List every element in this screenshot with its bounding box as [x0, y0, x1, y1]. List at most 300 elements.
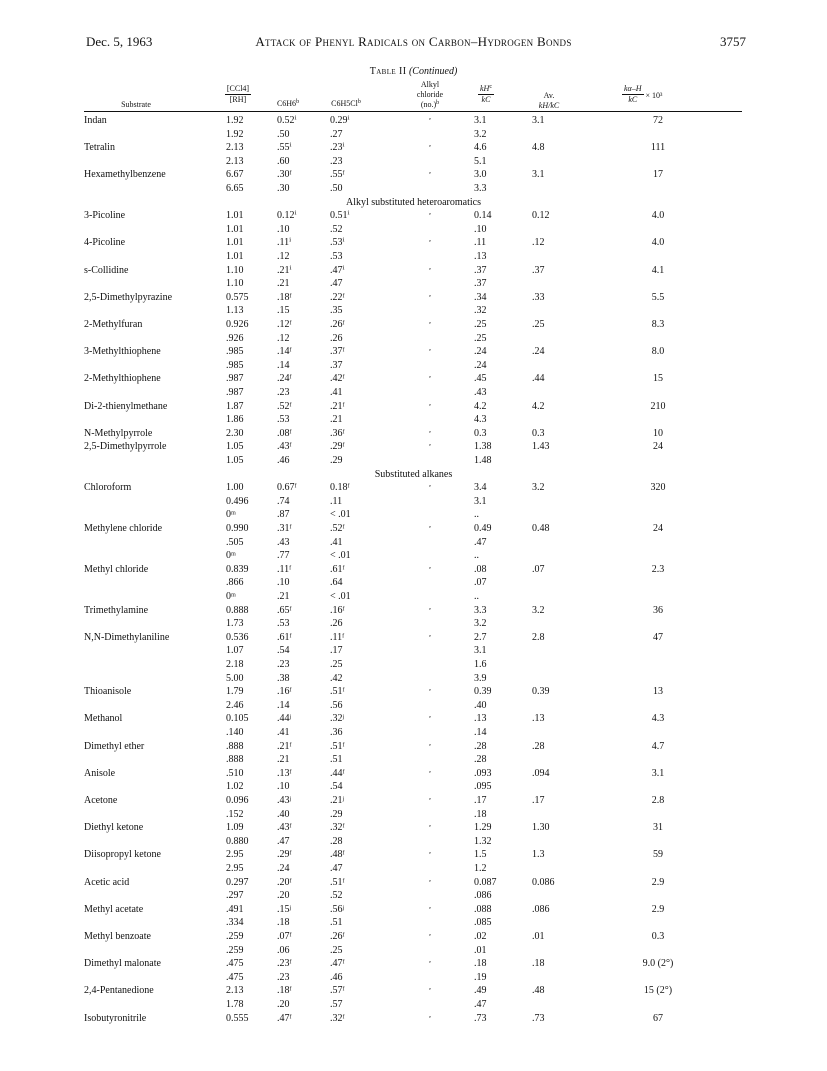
k-alpha-h-value: 5.5 [651, 291, 665, 303]
table-row [0, 536, 827, 549]
kh-kc-value: .086 [474, 890, 492, 902]
kh-kc-value: 3.3 [474, 183, 487, 194]
kh-kc-value: 4.3 [474, 414, 487, 426]
c6h5cl-value: .16ᶠ [330, 604, 345, 616]
c6h5cl-value: .54 [330, 781, 343, 793]
k-alpha-h-value: 3.1 [651, 767, 665, 779]
ratio-ccl4-rh: 0.105 [226, 713, 249, 725]
c6h5cl-value: .41 [330, 536, 343, 548]
alkyl-chloride-value: ᵉ [429, 116, 431, 124]
table-row [0, 128, 827, 141]
alkyl-chloride-value: ᵉ [429, 959, 431, 968]
k-alpha-h-value: 2.9 [651, 876, 665, 888]
kh-kc-value: .28 [474, 754, 487, 766]
table-row [0, 685, 827, 698]
kh-kc-value: .14 [474, 727, 487, 738]
c6h5cl-value: < .01 [330, 591, 351, 602]
c6h6-value: .87 [277, 509, 290, 521]
table-row [0, 604, 827, 617]
c6h6-value: .30ᶠ [277, 169, 292, 181]
ratio-ccl4-rh: 1.73 [226, 618, 244, 630]
c6h5cl-value: .47ᶠ [330, 958, 345, 970]
c6h5cl-value: .46 [330, 971, 343, 983]
c6h5cl-value: .29ᶠ [330, 441, 345, 453]
c6h6-value: .18ᶠ [277, 291, 292, 303]
table-row [0, 114, 827, 127]
c6h6-value: .43 [277, 536, 290, 548]
k-alpha-h-value: 2.8 [651, 795, 665, 806]
kh-kc-value: 1.38 [474, 441, 492, 453]
alkyl-chloride-value: ᵉ [429, 687, 431, 696]
kh-kc-value: .32 [474, 305, 487, 317]
table-row [0, 971, 827, 984]
ratio-ccl4-rh: 0.888 [226, 604, 249, 616]
kh-kc-value: .25 [474, 332, 487, 344]
col-substrate-header: Substrate [121, 100, 151, 109]
c6h5cl-value: .53ⁱ [330, 237, 345, 249]
c6h5cl-value: .64 [330, 577, 343, 589]
c6h6-value: .44ʲ [277, 713, 292, 725]
kh-kc-value: .13 [474, 251, 487, 262]
table-row [0, 209, 827, 222]
c6h5cl-value: .23 [330, 155, 343, 167]
c6h6-value: .47 [277, 835, 290, 847]
table-row [0, 658, 827, 671]
ratio-ccl4-rh: 2.95 [226, 863, 244, 874]
table-row [0, 576, 827, 589]
table-row [0, 454, 827, 467]
alkyl-chloride-value: ᵉ [429, 320, 431, 328]
c6h6-value: .23 [277, 387, 290, 398]
col-average-header [524, 91, 574, 111]
c6h6-value: .43ᶠ [277, 822, 292, 834]
substrate-name: Dimethyl ether [84, 740, 145, 752]
c6h5cl-value: .22ᶠ [330, 291, 345, 303]
table-row [0, 386, 827, 399]
col-ratio-numerator: [CCl4] [226, 84, 250, 93]
kh-kc-value: 3.1 [474, 645, 487, 657]
k-alpha-h-value: 36 [653, 604, 663, 616]
average-value: .48 [532, 985, 545, 997]
c6h5cl-value: .35 [330, 305, 343, 317]
substrate-name: Indan [84, 115, 107, 126]
c6h6-value: .20ᶠ [277, 876, 292, 888]
col-kh-numerator: $kH^c$ [480, 84, 492, 93]
ratio-ccl4-rh: 0.926 [226, 319, 249, 330]
c6h5cl-value: .53 [330, 251, 343, 262]
alkyl-chloride-value: ᵉ [429, 428, 431, 437]
average-value: .44 [532, 373, 545, 385]
header-rule [84, 111, 742, 112]
table-row [0, 141, 827, 154]
c6h5cl-value: .52 [330, 890, 343, 902]
c6h5cl-value: .55ᶠ [330, 169, 345, 181]
kh-kc-value: 4.6 [474, 142, 487, 154]
substrate-name: Methanol [84, 713, 123, 725]
c6h6-value: .54 [277, 645, 290, 657]
c6h6-value: .21ᶠ [277, 740, 292, 752]
c6h6-value: .10 [277, 577, 290, 589]
ratio-ccl4-rh: 0.839 [226, 563, 249, 575]
k-alpha-h-value: 9.0 (2°) [642, 958, 674, 970]
kh-kc-value: .73 [474, 1012, 487, 1024]
ratio-ccl4-rh: 2.30 [226, 427, 244, 439]
col-kh-denominator: kC [481, 95, 491, 104]
k-alpha-h-value: 59 [653, 849, 663, 861]
k-alpha-h-value: 24 [653, 441, 663, 453]
kh-kc-value: 1.5 [474, 849, 487, 861]
kh-kc-value: .18 [474, 958, 487, 970]
col-c6h5cl-header [322, 99, 370, 109]
table-row [0, 767, 827, 780]
k-alpha-h-value: 2.9 [651, 903, 665, 915]
kh-kc-value: .45 [474, 373, 487, 385]
kh-kc-value: .25 [474, 319, 487, 330]
c6h6-value: .21 [277, 278, 290, 290]
c6h5cl-value: .37ᶠ [330, 346, 345, 358]
ratio-ccl4-rh: 1.92 [226, 115, 244, 126]
kh-kc-value: .. [474, 509, 479, 521]
kh-kc-value: 0.49 [474, 523, 492, 534]
alkyl-chloride-value: ᵉ [429, 823, 431, 832]
c6h5cl-value: .42ᶠ [330, 373, 345, 385]
kh-kc-value: .07 [474, 577, 487, 589]
ratio-ccl4-rh: .334 [226, 917, 244, 929]
c6h6-value: .10 [277, 223, 290, 235]
substrate-name: Methyl benzoate [84, 931, 151, 942]
kh-kc-value: 1.32 [474, 835, 492, 847]
c6h5cl-value: .50 [330, 183, 343, 194]
kh-kc-value: 0.3 [474, 427, 487, 439]
k-alpha-h-value: 31 [653, 822, 663, 834]
kh-kc-value: .37 [474, 264, 487, 276]
table-row [0, 984, 827, 997]
col-ratio-header [216, 84, 260, 105]
kh-kc-value: 5.1 [474, 155, 487, 167]
kh-kc-value: .47 [474, 999, 487, 1010]
c6h5cl-value: .57ᶠ [330, 985, 345, 997]
c6h6-value: .24 [277, 863, 290, 874]
k-alpha-h-value: 10 [653, 427, 663, 439]
substrate-name: Trimethylamine [84, 604, 149, 616]
kh-kc-value: .37 [474, 278, 487, 290]
ratio-ccl4-rh: 1.05 [226, 455, 244, 466]
c6h5cl-value: .29 [330, 808, 343, 820]
c6h6-value: .40 [277, 808, 290, 820]
average-value: 3.2 [532, 482, 545, 494]
header-date: Dec. 5, 1963 [86, 34, 153, 49]
ratio-ccl4-rh: .259 [226, 944, 244, 956]
c6h5cl-value: .32ᶠ [330, 822, 345, 834]
average-value: 1.3 [532, 849, 545, 861]
kh-kc-value: 3.1 [474, 115, 487, 126]
kh-kc-value: .088 [474, 903, 492, 915]
average-value: 4.8 [532, 142, 545, 154]
average-value: 1.43 [532, 441, 550, 453]
ratio-ccl4-rh: 0.496 [226, 495, 249, 507]
k-alpha-h-value: 15 [653, 373, 663, 385]
average-value: 2.8 [532, 631, 545, 643]
c6h6-value: .43ʲ [277, 795, 292, 806]
k-alpha-h-value: 2.3 [651, 563, 665, 575]
table-row [0, 168, 827, 181]
c6h6-value: .41 [277, 727, 290, 738]
c6h6-value: .24ᶠ [277, 373, 292, 385]
c6h5cl-value: 0.29ⁱ [330, 115, 350, 126]
alkyl-chloride-value: ᵉ [429, 265, 431, 274]
c6h6-value: .21 [277, 591, 290, 602]
ratio-ccl4-rh: 0.096 [226, 795, 249, 806]
col-alkyl-line2: chloride [416, 90, 444, 99]
table-row [0, 726, 827, 739]
ratio-ccl4-rh: .985 [226, 346, 244, 358]
c6h5cl-value: .26ᶠ [330, 931, 345, 942]
kh-kc-value: .095 [474, 781, 492, 793]
ratio-ccl4-rh: .475 [226, 958, 244, 970]
substrate-name: 3-Picoline [84, 210, 126, 222]
table-row [0, 522, 827, 535]
ratio-ccl4-rh: 1.10 [226, 278, 244, 290]
k-alpha-h-value: 320 [650, 482, 666, 494]
c6h5cl-value: .47 [330, 863, 343, 874]
k-alpha-h-value: 210 [650, 400, 666, 412]
kh-kc-value: 0.087 [474, 876, 497, 888]
table-row [0, 848, 827, 861]
table-row [0, 889, 827, 902]
ratio-ccl4-rh: .866 [226, 577, 244, 589]
alkyl-chloride-value: ᵉ [429, 796, 431, 804]
c6h5cl-value: .32ʲ [330, 713, 345, 725]
substrate-name: 2-Methylfuran [84, 319, 143, 330]
c6h6-value: .11ⁱ [277, 237, 292, 249]
ratio-ccl4-rh: 1.00 [226, 482, 244, 494]
section-heading: Alkyl substituted heteroaromatics [346, 196, 481, 208]
table-row [0, 508, 827, 521]
ratio-ccl4-rh: .259 [226, 931, 244, 942]
c6h6-value: .65ᶠ [277, 604, 292, 616]
c6h6-value: .15 [277, 305, 290, 317]
substrate-name: Anisole [84, 767, 116, 779]
table-row [0, 400, 827, 413]
ratio-ccl4-rh: 2.95 [226, 849, 244, 861]
kh-kc-value: 1.2 [474, 863, 487, 874]
c6h6-value: .21 [277, 754, 290, 766]
ratio-ccl4-rh: 1.09 [226, 822, 244, 834]
ratio-ccl4-rh: 6.67 [226, 169, 244, 181]
table-row [0, 876, 827, 889]
c6h5cl-value: .26ᶠ [330, 319, 345, 330]
average-value: .17 [532, 795, 545, 806]
c6h5cl-value: .41 [330, 387, 343, 398]
col-c6h6-footnote: b [296, 99, 300, 105]
c6h5cl-value: .36ᶠ [330, 427, 345, 439]
c6h6-value: .13ᶠ [277, 767, 292, 779]
substrate-name: Tetralin [84, 142, 115, 154]
average-value: .07 [532, 563, 545, 575]
col-c6h5cl-footnote: b [357, 99, 361, 105]
table-row [0, 495, 827, 508]
average-value: .094 [532, 767, 550, 779]
kh-kc-value: .11 [474, 237, 487, 249]
ratio-ccl4-rh: 1.05 [226, 441, 244, 453]
alkyl-chloride-value: ᵉ [429, 605, 431, 614]
k-alpha-h-value: 67 [653, 1012, 663, 1024]
col-c6h6-label: C6H6 [276, 99, 297, 108]
kh-kc-value: .13 [474, 713, 487, 725]
kh-kc-value: 1.29 [474, 822, 492, 834]
table-row [0, 332, 827, 345]
kh-kc-value: .40 [474, 699, 487, 711]
average-value: .25 [532, 319, 545, 330]
c6h6-value: .38 [277, 672, 290, 684]
c6h6-value: .77 [277, 550, 290, 562]
kh-kc-value: .10 [474, 223, 487, 235]
ratio-ccl4-rh: 1.07 [226, 645, 244, 657]
c6h6-value: .14 [277, 359, 290, 371]
average-value: .73 [532, 1012, 545, 1024]
col-ratio-denominator: [RH] [229, 95, 247, 104]
ratio-ccl4-rh: .510 [226, 767, 244, 779]
c6h6-value: .31ᶠ [277, 523, 292, 534]
kh-kc-value: .18 [474, 808, 487, 820]
kh-kc-value: .24 [474, 346, 487, 358]
c6h6-value: .52ᶠ [277, 400, 292, 412]
table-row [0, 264, 827, 277]
c6h5cl-value: .52 [330, 223, 343, 235]
k-alpha-h-value: 4.3 [651, 713, 665, 725]
alkyl-chloride-value: ᵉ [429, 442, 431, 451]
kh-kc-value: .47 [474, 536, 487, 548]
k-alpha-h-value: 4.7 [651, 740, 665, 752]
kh-kc-value: .01 [474, 944, 487, 956]
col-k-alpha-multiplier: × 10³ [645, 91, 663, 100]
kh-kc-value: 3.2 [474, 128, 487, 140]
ratio-ccl4-rh: 0ᵐ [226, 509, 236, 521]
c6h5cl-value: < .01 [330, 550, 351, 562]
kh-kc-value: 1.6 [474, 659, 487, 670]
col-k-alpha-numerator: kα–H [624, 84, 642, 93]
c6h6-value: .11ᶠ [277, 563, 292, 575]
c6h5cl-value: 0.18ᶠ [330, 482, 350, 494]
k-alpha-h-value: 24 [653, 523, 663, 534]
c6h6-value: .29ᶠ [277, 849, 292, 861]
alkyl-chloride-value: ᵉ [429, 768, 431, 777]
c6h5cl-value: .44ᶠ [330, 767, 345, 779]
substrate-name: 2,4-Pentanedione [84, 985, 154, 997]
kh-kc-value: 4.2 [474, 400, 487, 412]
kh-kc-value: 3.0 [474, 169, 487, 181]
k-alpha-h-value: 4.0 [651, 237, 665, 249]
c6h5cl-value: .51 [330, 917, 343, 929]
table-row [0, 223, 827, 236]
col-kh-kc-header [470, 84, 502, 105]
c6h5cl-value: .47 [330, 278, 343, 290]
c6h5cl-value: < .01 [330, 509, 351, 521]
alkyl-chloride-value: ᵉ [429, 632, 431, 641]
average-value: 3.2 [532, 604, 545, 616]
substrate-name: Methyl acetate [84, 903, 144, 915]
ratio-ccl4-rh: 0ᵐ [226, 550, 236, 562]
ratio-ccl4-rh: 1.79 [226, 686, 244, 698]
c6h5cl-value: .56 [330, 699, 343, 711]
c6h6-value: .47ᶠ [277, 1012, 292, 1024]
ratio-ccl4-rh: 0.575 [226, 291, 249, 303]
substrate-name: 3-Methylthiophene [84, 346, 161, 358]
average-value: 4.2 [532, 400, 545, 412]
average-value: 0.48 [532, 523, 550, 534]
average-value: 3.1 [532, 169, 545, 181]
alkyl-chloride-value: ᵉ [429, 524, 431, 532]
table-row [0, 413, 827, 426]
c6h6-value: .61ᶠ [277, 631, 292, 643]
average-value: 3.1 [532, 115, 545, 126]
substrate-name: Dimethyl malonate [84, 958, 161, 970]
ratio-ccl4-rh: 1.01 [226, 223, 244, 235]
kh-kc-value: .28 [474, 740, 487, 752]
c6h5cl-value: .51ᶠ [330, 686, 345, 698]
table-row [0, 916, 827, 929]
ratio-ccl4-rh: 2.13 [226, 155, 244, 167]
table-row [0, 808, 827, 821]
table-row [0, 318, 827, 331]
substrate-name: N-Methylpyrrole [84, 427, 153, 439]
kh-kc-value: .34 [474, 291, 487, 303]
table-row [0, 427, 827, 440]
k-alpha-h-value: 17 [653, 169, 663, 181]
alkyl-chloride-value: ᵉ [429, 143, 431, 152]
ratio-ccl4-rh: 5.00 [226, 672, 244, 684]
c6h5cl-value: .52ᶠ [330, 523, 345, 534]
header-title: Attack of Phenyl Radicals on Carbon–Hydrogen Bonds [255, 34, 572, 49]
average-value: .33 [532, 291, 545, 303]
ratio-ccl4-rh: .297 [226, 890, 244, 902]
kh-kc-value: 1.48 [474, 455, 492, 466]
ratio-ccl4-rh: 0.555 [226, 1012, 249, 1024]
c6h5cl-value: .37 [330, 359, 343, 371]
table-caption-suffix: (Continued) [408, 66, 458, 77]
c6h5cl-value: .48ᶠ [330, 849, 345, 861]
table-row [0, 563, 827, 576]
c6h5cl-value: .47ⁱ [330, 264, 345, 276]
table-row [0, 155, 827, 168]
c6h6-value: .46 [277, 455, 290, 466]
col-k-alpha-denominator: kC [628, 95, 638, 104]
ratio-ccl4-rh: 1.86 [226, 414, 244, 426]
average-value: 0.3 [532, 427, 545, 439]
k-alpha-h-value: 4.0 [651, 210, 665, 222]
ratio-ccl4-rh: 2.18 [226, 659, 244, 670]
kh-kc-value: 0.14 [474, 210, 492, 222]
substrate-name: 2-Methylthiophene [84, 373, 161, 385]
k-alpha-h-value: 0.3 [651, 931, 665, 942]
table-row [0, 862, 827, 875]
kh-kc-value: .085 [474, 917, 492, 929]
c6h5cl-value: .21ᶠ [330, 400, 345, 412]
table-row [0, 236, 827, 249]
table-row [0, 250, 827, 263]
kh-kc-value: 3.2 [474, 618, 487, 630]
k-alpha-h-value: 8.0 [651, 346, 665, 358]
substrate-name: N,N-Dimethylaniline [84, 631, 170, 643]
table-row [0, 590, 827, 603]
table-row [0, 930, 827, 943]
average-value: .12 [532, 237, 545, 249]
header-page-number: 3757 [720, 34, 746, 49]
alkyl-chloride-value: ᵉ [429, 292, 431, 301]
c6h6-value: .12ᶠ [277, 319, 292, 330]
table-row [0, 617, 827, 630]
kh-kc-value: .08 [474, 563, 487, 575]
